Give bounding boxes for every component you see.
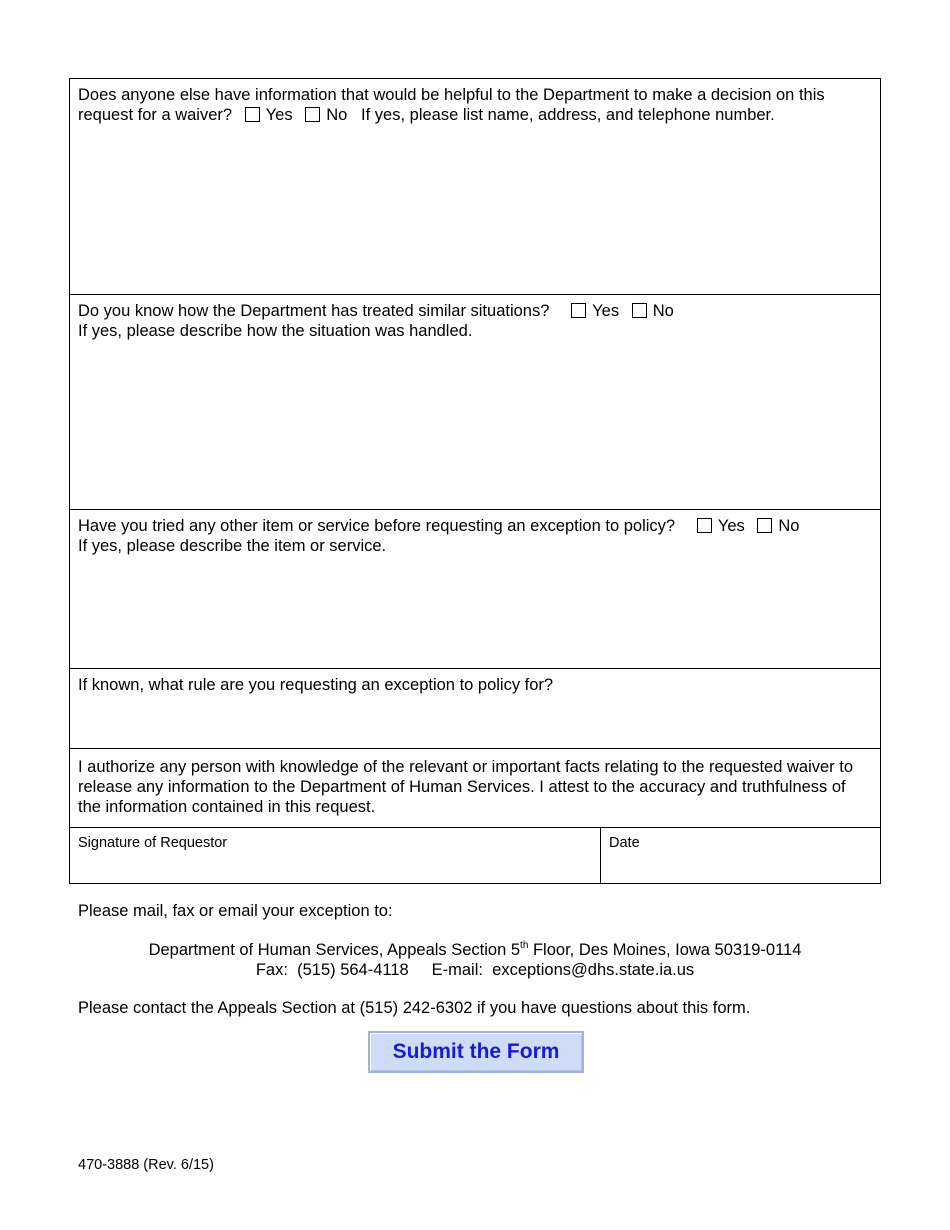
followup-text: If yes, please describe how the situation was handled. (78, 322, 473, 340)
yes-label: Yes (592, 302, 620, 320)
no-label: No (652, 302, 674, 320)
yes-label: Yes (717, 517, 745, 535)
followup-text: If yes, please describe the item or service. (78, 537, 387, 555)
address-text-end: Floor, Des Moines, Iowa 50319-0114 (528, 941, 802, 959)
contact-text: Please contact the Appeals Section at (515) 242-6302 if you have questions about this form. (78, 999, 751, 1017)
signature-row (70, 828, 880, 883)
fax-email-line (0, 960, 950, 980)
floor-ordinal: th (520, 940, 529, 951)
fax-label: Fax: (255, 961, 288, 979)
yes-checkbox[interactable] (245, 107, 260, 122)
submit-form-button[interactable]: Submit the Form (368, 1031, 584, 1073)
fax-number: (515) 564-4118 (297, 961, 409, 979)
authorization-statement (70, 749, 880, 828)
question-similar-situations (78, 301, 872, 321)
yes-checkbox[interactable] (697, 518, 712, 533)
no-checkbox[interactable] (632, 303, 647, 318)
email-label: E-mail: (431, 961, 483, 979)
no-label: No (326, 106, 348, 124)
no-label: No (778, 517, 800, 535)
mailing-address (0, 940, 950, 980)
address-line (0, 940, 950, 960)
signature-field[interactable] (70, 828, 601, 883)
email-address: exceptions@dhs.state.ia.us (492, 961, 695, 979)
section-similar-situations (70, 295, 880, 510)
yes-label: Yes (265, 106, 293, 124)
followup-text: If yes, please list name, address, and telephone number. (361, 106, 775, 124)
mail-instructions: Please mail, fax or email your exception to: (78, 902, 393, 920)
section-other-item-service (70, 510, 880, 669)
question-other-information (78, 85, 872, 125)
no-checkbox[interactable] (757, 518, 772, 533)
question-rule: If known, what rule are you requesting an exception to policy for? (78, 676, 554, 694)
section-other-information (70, 79, 880, 295)
date-label: Date (609, 835, 640, 851)
section-rule (70, 669, 880, 749)
question-text: Do you know how the Department has treated similar situations? (78, 302, 550, 320)
signature-label: Signature of Requestor (78, 835, 228, 851)
yes-checkbox[interactable] (571, 303, 586, 318)
authorization-text: I authorize any person with knowledge of the relevant or important facts relating to the requested waiver to release any information to the Department of Human Services. I attest to the accuracy and truthfulness of the information contained in this request. (78, 758, 854, 816)
address-text: Department of Human Services, Appeals Section 5 (148, 941, 521, 959)
date-field[interactable] (601, 828, 880, 883)
question-text: Have you tried any other item or service before requesting an exception to policy? (78, 517, 676, 535)
question-other-item-service (78, 516, 872, 536)
no-checkbox[interactable] (305, 107, 320, 122)
form-number: 470-3888 (Rev. 6/15) (78, 1157, 214, 1173)
waiver-form-table (69, 78, 881, 884)
question-text: Does anyone else have information that would be helpful to the Department to make a decision on this request for a waiver? (78, 86, 825, 124)
